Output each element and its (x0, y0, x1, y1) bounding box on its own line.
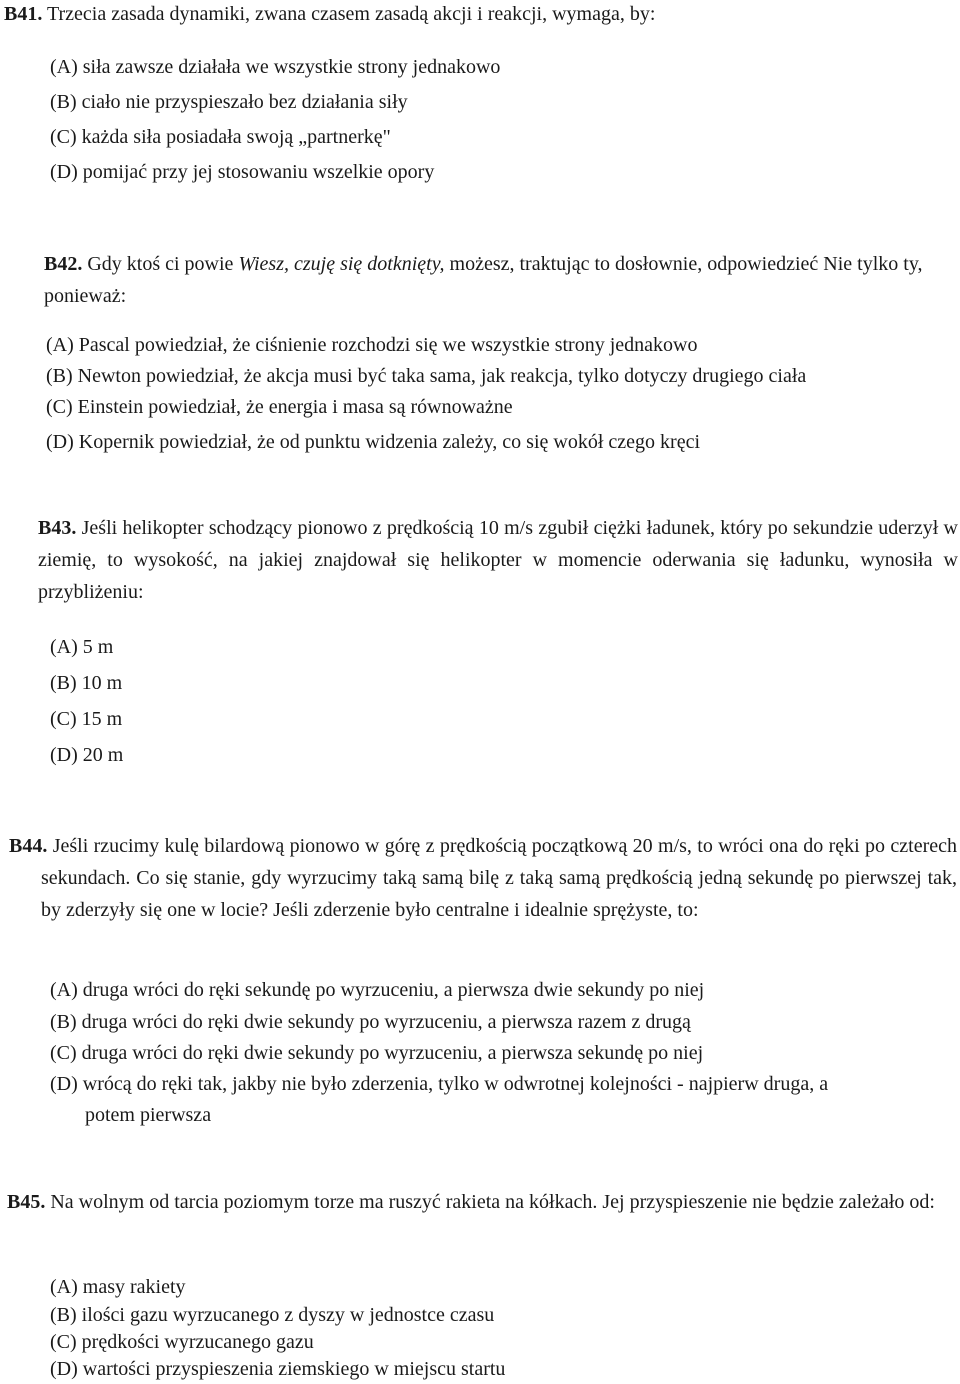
option-d-line-1: (D) wrócą do ręki tak, jakby nie było zderzenia, tylko w odwrotnej kolejności - najpierw druga, a (50, 1073, 829, 1095)
option-b: (B) 10 m (50, 672, 123, 694)
option-d: (D) 20 m (50, 744, 124, 766)
question-b42 (44, 248, 958, 312)
option-d-line-2: potem pierwsza (85, 1104, 212, 1126)
question-number: B42. (44, 253, 83, 275)
option-a: (A) Pascal powiedział, że ciśnienie rozchodzi się we wszystkie strony jednakowo (46, 334, 698, 356)
question-text: Na wolnym od tarcia poziomym torze ma ruszyć rakieta na kółkach. Jej przyspieszenie nie będzie zależało od: (50, 1191, 935, 1213)
question-text-before: Gdy ktoś ci powie (87, 253, 234, 275)
question-b41 (4, 0, 954, 30)
question-number: B45. (7, 1191, 46, 1213)
question-b45 (7, 1186, 957, 1218)
option-b: (B) Newton powiedział, że akcja musi być taka sama, jak reakcja, tylko dotyczy drugiego ciała (46, 365, 807, 387)
option-b: (B) ciało nie przyspieszało bez działania siły (50, 91, 408, 113)
option-a: (A) masy rakiety (50, 1276, 186, 1298)
question-number: B41. (4, 3, 43, 25)
option-c: (C) Einstein powiedział, że energia i masa są równoważne (46, 396, 513, 418)
question-b44 (9, 830, 957, 926)
option-d (50, 1069, 960, 1131)
question-text-italic: Wiesz, czuję się dotknięty, (238, 253, 445, 275)
option-a: (A) siła zawsze działała we wszystkie strony jednakowo (50, 56, 501, 78)
question-number: B43. (38, 517, 77, 539)
option-d: (D) Kopernik powiedział, że od punktu widzenia zależy, co się wokół czego kręci (46, 431, 701, 453)
option-d: (D) wartości przyspieszenia ziemskiego w miejscu startu (50, 1358, 506, 1380)
option-d: (D) pomijać przy jej stosowaniu wszelkie opory (50, 161, 435, 183)
option-a: (A) 5 m (50, 636, 114, 658)
option-b: (B) ilości gazu wyrzucanego z dyszy w jednostce czasu (50, 1304, 495, 1326)
question-number: B44. (9, 835, 48, 857)
question-b43 (38, 512, 958, 608)
option-c: (C) prędkości wyrzucanego gazu (50, 1331, 314, 1353)
option-c: (C) każda siła posiadała swoją „partnerkę" (50, 126, 391, 148)
option-a: (A) druga wróci do ręki sekundę po wyrzuceniu, a pierwsza dwie sekundy po niej (50, 979, 705, 1001)
question-text: Jeśli rzucimy kulę bilardową pionowo w górę z prędkością początkową 20 m/s, to wróci ona do ręki po czterech sekundach. Co się stanie, gdy wyrzucimy taką samą bilę z taką samą prędkością jedną sekundę po pierwszej tak, by zderzyły się one w locie? Jeśli zderzenie było centralne i idealnie sprężyste, to: (41, 835, 958, 921)
option-c: (C) druga wróci do ręki dwie sekundy po wyrzuceniu, a pierwsza sekundę po niej (50, 1042, 704, 1064)
question-text: Jeśli helikopter schodzący pionowo z prędkością 10 m/s zgubił ciężki ładunek, który po sekundzie uderzył w ziemię, to wysokość, na jakiej znajdował się helikopter w momencie oderwania się ładunku, wynosiła w przybliżeniu: (38, 517, 959, 603)
question-text-after: możesz, traktując to dosłownie, odpowiedzieć Nie tylko ty, ponieważ: (44, 253, 923, 307)
option-b: (B) druga wróci do ręki dwie sekundy po wyrzuceniu, a pierwsza razem z drugą (50, 1011, 691, 1033)
option-c: (C) 15 m (50, 708, 123, 730)
question-text: Trzecia zasada dynamiki, zwana czasem zasadą akcji i reakcji, wymaga, by: (46, 3, 656, 25)
